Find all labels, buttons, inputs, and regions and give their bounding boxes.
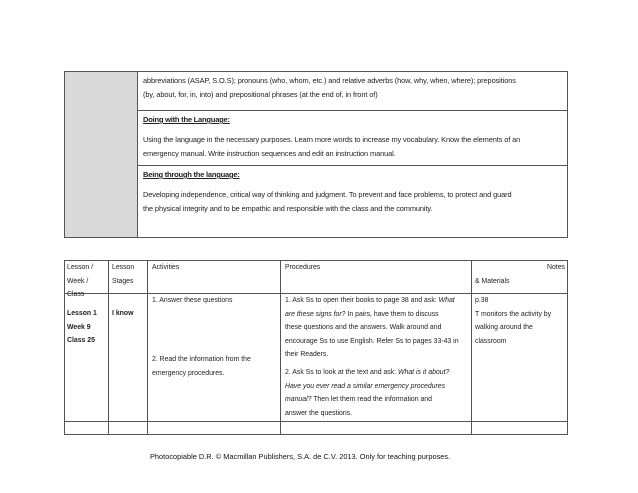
doing-heading: Doing with the Language: <box>143 115 230 124</box>
intro-line: abbreviations (ASAP, S.O.S); pronouns (who, whom, etc.) and relative adverbs (how, why, when, where); prepositions <box>143 76 516 85</box>
being-line: the physical integrity and to be empathic and responsible with the class and the community. <box>143 204 433 213</box>
header-lesson-week-class: Lesson / Week / Class <box>67 264 94 298</box>
table-rule <box>280 260 281 435</box>
footer-copyright: Photocopiable D.R. © Macmillan Publishers, S.A. de C.V. 2013. Only for teaching purposes. <box>150 452 451 461</box>
activity-2: 2. Read the information from the <box>152 356 251 363</box>
table-rule <box>64 421 568 422</box>
procedure-line: 2. Ask Ss to look at the text and ask: What is it about? <box>285 369 450 376</box>
procedure-line: Have you ever read a similar emergency procedures <box>285 382 446 390</box>
procedures-cell-2 <box>285 366 449 420</box>
top-section-cell-doing <box>137 110 568 166</box>
header-activities: Activities <box>152 264 180 271</box>
top-section-cell-being <box>137 165 568 238</box>
top-section-left-shaded-cell <box>64 71 138 238</box>
procedure-line: 1. Ask Ss to open their books to page 38 and ask: What <box>285 297 455 304</box>
stage-cell: I know <box>112 310 134 317</box>
notes-line: classroom <box>475 337 507 345</box>
procedure-line: their Readers. <box>285 351 329 358</box>
table-rule <box>108 260 109 435</box>
intro-line: (by, about, for, in, into) and prepositional phrases (at the end of, in front of) <box>143 90 378 99</box>
doing-line: Using the language in the necessary purposes. Learn more words to increase my vocabulary. Know the elements of an <box>143 135 521 144</box>
table-rule <box>147 260 148 435</box>
activity-1: 1. Answer these questions <box>152 297 233 304</box>
procedure-line: encourage Ss to use English. Refer Ss to pages 33-43 in <box>285 337 459 345</box>
notes-line: p.38 <box>475 297 489 304</box>
procedures-cell <box>285 294 459 362</box>
doing-line: emergency manual. Write instruction sequences and edit an instruction manual. <box>143 149 396 158</box>
notes-line: T monitors the activity by <box>475 310 552 318</box>
activities-cell <box>152 294 232 308</box>
being-line: Developing independence, critical way of thinking and judgment. To prevent and face problems, to protect and guard <box>143 190 512 199</box>
notes-cell <box>475 294 551 348</box>
being-heading: Being through the language: <box>143 170 240 179</box>
activity-2: emergency procedures. <box>152 369 225 377</box>
procedure-line: manual? Then let them read the information and <box>285 396 432 403</box>
top-section-cell-abbreviations <box>137 71 568 111</box>
procedure-line: these questions and the answers. Walk around and <box>285 324 442 331</box>
header-procedures: Procedures <box>285 264 321 271</box>
lesson-info-cell: Lesson 1 Week 9 Class 25 <box>67 310 97 344</box>
table-rule <box>471 260 472 435</box>
procedure-line: answer the questions. <box>285 409 353 417</box>
header-lesson-stages: Lesson Stages <box>112 264 135 285</box>
activities-cell-2 <box>152 353 251 380</box>
header-notes-materials: Notes & Materials <box>475 264 565 285</box>
procedure-line: are these signs for? In pairs, have them to discuss <box>285 310 439 318</box>
notes-line: walking around the <box>475 324 533 331</box>
